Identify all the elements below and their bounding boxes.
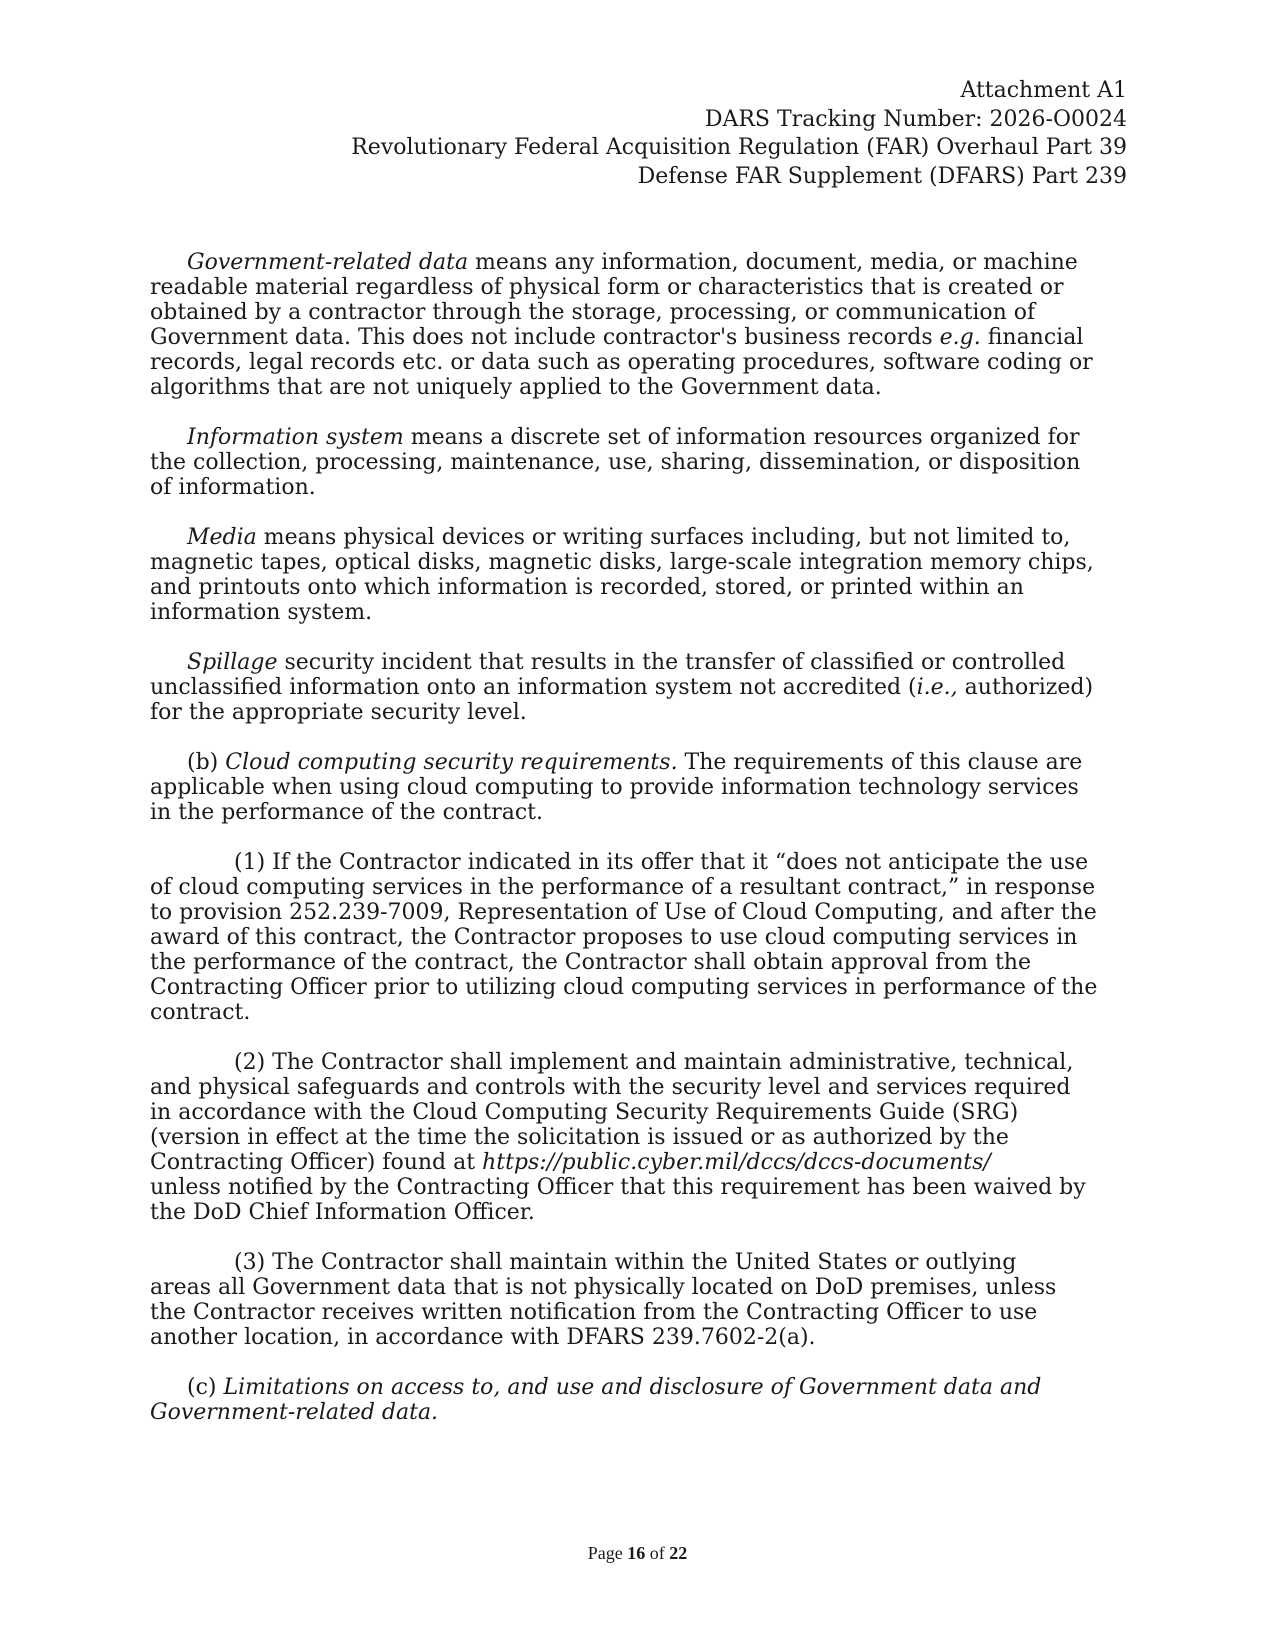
defined-term: Media (187, 525, 257, 550)
definition-media: Media means physical devices or writing surfaces including, but not limited to, magnetic tapes, optical disks, magnetic disks, large-scale integration memory chips, and printouts onto which information is recorded, stored, or printed within an information system. (150, 525, 1094, 625)
current-page-number: 16 (627, 1543, 646, 1563)
paragraph-b3: (3) The Contractor shall maintain within the United States or outlying areas all Government data that is not physically located on DoD premises, unless the Contractor receives written notification from the Contracting Officer to use another location, in accordance with DFARS 239.7602-2(a). (150, 1250, 1057, 1350)
page-header (127, 77, 1127, 191)
total-page-count: 22 (669, 1543, 688, 1563)
paragraph-c-limitations: (c) Limitations on access to, and use and disclosure of Government data and Government-related data. (150, 1375, 1042, 1425)
paragraph-b-cloud-security: (b) Cloud computing security requirements. The requirements of this clause are applicable when using cloud computing to provide information technology services in the performance of the contract. (150, 750, 1083, 825)
srg-url-link[interactable]: https://public.cyber.mil/dccs/dccs-documents/ (482, 1150, 991, 1175)
section-heading: Limitations on access to, and use and disclosure of Government data and (223, 1375, 1042, 1400)
defined-term: Spillage (187, 650, 278, 675)
header-dfars-part: Defense FAR Supplement (DFARS) Part 239 (637, 163, 1127, 189)
header-tracking-number: DARS Tracking Number: 2026-O0024 (704, 106, 1127, 132)
header-far-part: Revolutionary Federal Acquisition Regulation (FAR) Overhaul Part 39 (351, 135, 1127, 160)
defined-term: Information system (187, 425, 404, 450)
definition-government-related-data: Government-related data means any information, document, media, or machine readable material regardless of physical form or characteristics that is created or obtained by a contractor through the storage, processing, or communication of Government data. This does not include contractor's business records e.g. financial records, legal records etc. or data such as operating procedures, software coding or algorithms that are not uniquely applied to the Government data. (150, 250, 1093, 400)
paragraph-b2: (2) The Contractor shall implement and maintain administrative, technical, and physical safeguards and controls with the security level and services required in accordance with the Cloud Computing Security Requirements Guide (SRG) (version in effect at the time the solicitation is issued or as authorized by the Contracting Officer) found at https://public.cyber.mil/dccs/dccs-documents/ unless notified by the Contracting Officer that this requirement has been waived by the DoD Chief Information Officer. (150, 1050, 1086, 1225)
paragraph-b1: (1) If the Contractor indicated in its offer that it “does not anticipate the use of cloud computing services in the performance of a resultant contract,” in response to provision 252.239-7009, Representation of Use of Cloud Computing, and after the award of this contract, the Contractor proposes to use cloud computing services in the performance of the contract, the Contractor shall obtain approval from the Contracting Officer prior to utilizing cloud computing services in performance of the contract. (150, 850, 1098, 1025)
section-heading: Cloud computing security requirements. (225, 750, 678, 775)
document-body (150, 250, 1125, 1450)
page-footer: Page 16 of 22 (587, 1543, 688, 1563)
definition-information-system: Information system means a discrete set of information resources organized for the collection, processing, maintenance, use, sharing, dissemination, or disposition of information. (150, 425, 1081, 500)
definition-spillage: Spillage security incident that results in the transfer of classified or controlled unclassified information onto an information system not accredited (i.e., authorized) for the appropriate security level. (150, 650, 1094, 725)
defined-term: Government-related data (187, 250, 469, 275)
header-attachment: Attachment A1 (960, 78, 1127, 103)
